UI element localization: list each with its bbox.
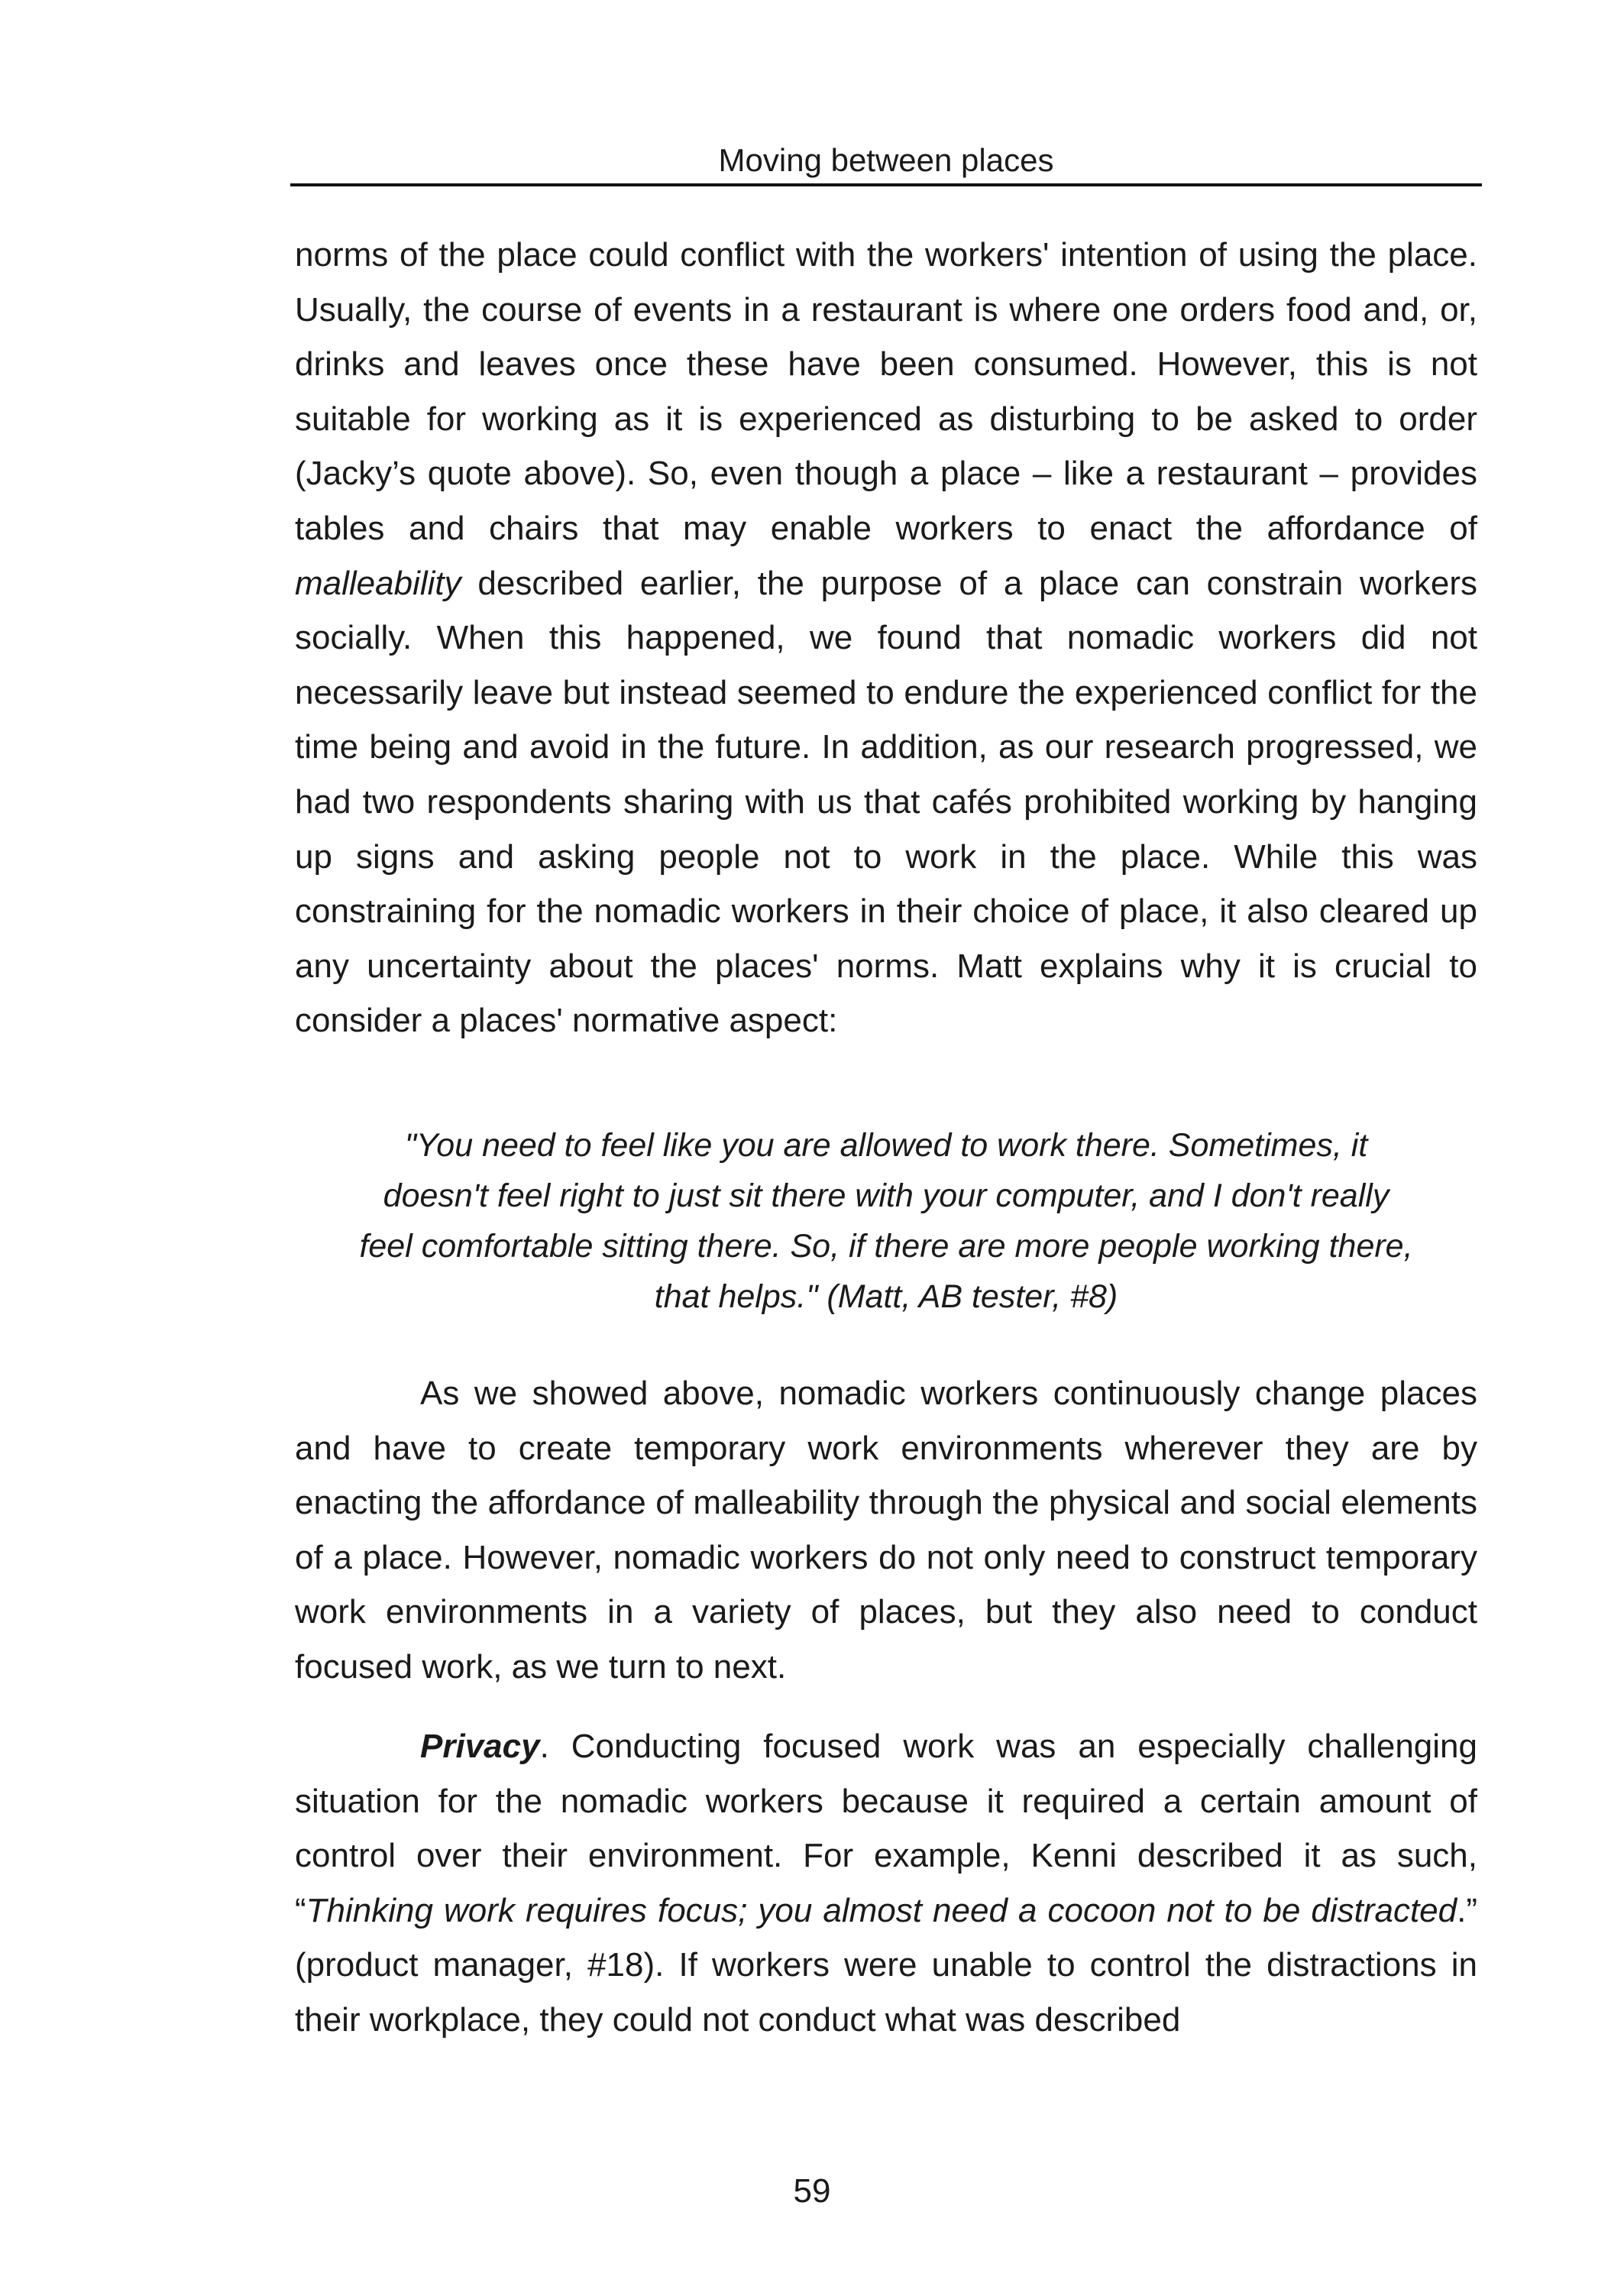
block-quote: "You need to feel like you are allowed to work there. Sometimes, it doesn't feel right to just sit there with your computer, and I don't really feel comfortable sitting there. So, if there are more people working there, that helps." (Matt, AB tester, #8) <box>359 1127 1413 1315</box>
page-number: 59 <box>793 2172 831 2210</box>
privacy-lead-term: Privacy <box>420 1728 540 1765</box>
paragraph-1-text-start: norms of the place could conflict with the workers' intention of using the place. Usually, the course of events in a restaurant is where one orders food and, or, drinks and leaves once these have been consumed. However, this is not suitable for working as it is experienced as disturbing to be asked to order (Jacky’s quote above). So, even though a place – like a restaurant – provides tables and chairs that may enable workers to enact the affordance of <box>295 236 1477 547</box>
paragraph-3-text-a: . Conducting focused work was an especially challenging situation for the nomadic workers because it required a certain amount of control over their environment. For example, Kenni described it as such, “ <box>295 1728 1477 1929</box>
body-paragraph-3 <box>295 1719 1477 2048</box>
running-header <box>290 138 1482 186</box>
paragraph-1-text-end: described earlier, the purpose of a place can constrain workers socially. When this happened, we found that nomadic workers did not necessarily leave but instead seemed to endure the experienced conflict for the time being and avoid in the future. In addition, as our research progressed, we had two respondents sharing with us that cafés prohibited working by hanging up signs and asking people not to work in the place. While this was constraining for the nomadic workers in their choice of place, it also cleared up any uncertainty about the places' norms. Matt explains why it is crucial to consider a places' normative aspect: <box>295 564 1477 1040</box>
body-paragraph-2: As we showed above, nomadic workers continuously change places and have to create temporary work environments wherever they are by enacting the affordance of malleability through the physical and social elements of a place. However, nomadic workers do not only need to construct temporary work environments in a variety of places, but they also need to conduct focused work, as we turn to next. <box>295 1375 1477 1686</box>
emphasis-malleability: malleability <box>295 564 461 602</box>
kenni-quote-emphasis: Thinking work requires focus; you almost need a cocoon not to be distracted <box>306 1891 1457 1929</box>
body-paragraph-1 <box>295 228 1477 1048</box>
paragraph-3-text-b: .” (product manager, #18). If workers were unable to control the distractions in their workplace, they could not conduct what was described <box>295 1891 1477 2039</box>
running-header-title: Moving between places <box>718 142 1054 178</box>
